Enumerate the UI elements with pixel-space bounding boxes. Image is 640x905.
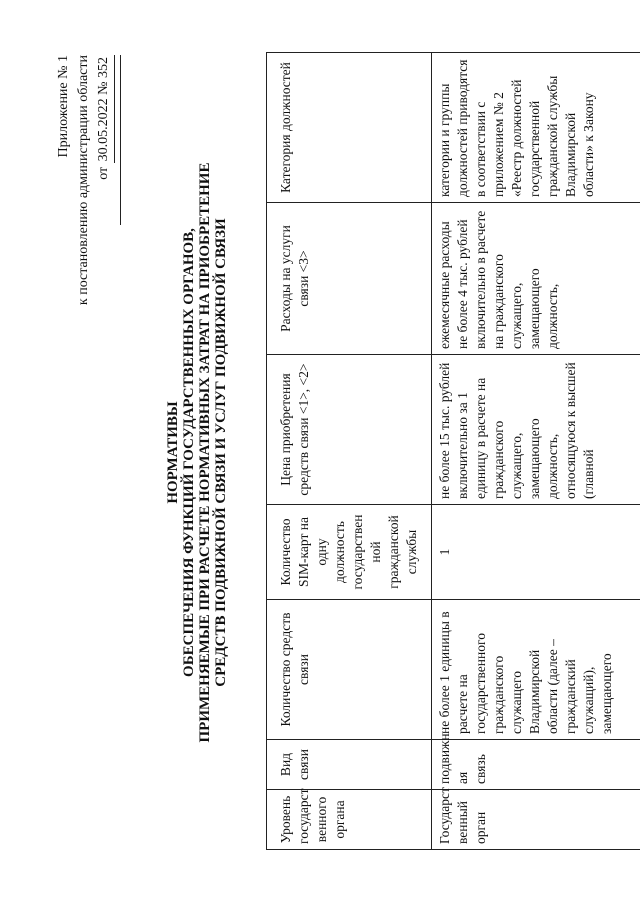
header-device-count: Количество средств связи <box>267 600 432 740</box>
title-line-4: СРЕДСТВ ПОДВИЖНОЙ СВЯЗИ И УСЛУГ ПОДВИЖНОЙ СВЯЗИ <box>213 218 229 687</box>
header-sim-count: Количество SIM-карт на одну должность государствен ной гражданской службы <box>267 505 432 600</box>
appendix-decree: к постановлению администрации области <box>76 55 91 306</box>
cell-service-cost: ежемесячные расходы не более 4 тыс. рублей включительно в расчете на гражданского служащего, замещающего должность, <box>432 203 640 355</box>
date-prefix: от <box>96 166 111 180</box>
cell-organ-level: Государст венный орган <box>432 790 640 850</box>
norms-table <box>266 52 640 850</box>
cell-position-category: категории и группы должностей приводятся в соответствии с приложением № 2 «Реестр должностей государственной гражданской службы Владимирской области» к Закону <box>432 53 640 203</box>
table-header-row <box>267 53 432 850</box>
table-row <box>432 53 640 850</box>
title-line-3: ПРИМЕНЯЕМЫЕ ПРИ РАСЧЕТЕ НОРМАТИВНЫХ ЗАТРАТ НА ПРИОБРЕТЕНИЕ <box>197 162 213 743</box>
header-device-price: Цена приобретения средств связи <1>, <2> <box>267 355 432 505</box>
header-connection-type: Вид связи <box>267 740 432 790</box>
header-organ-level: Уровень государст венного органа <box>267 790 432 850</box>
appendix-header <box>54 55 115 475</box>
header-service-cost: Расходы на услуги связи <3> <box>267 203 432 355</box>
title-line-1: НОРМАТИВЫ <box>165 401 181 504</box>
appendix-rule <box>120 55 121 225</box>
appendix-number: Приложение № 1 <box>56 55 71 158</box>
document-title <box>165 0 229 905</box>
cell-device-count: не более 1 единицы в расчете на государственного гражданского служащего Владимирской области (далее – гражданский служащий), замещающего <box>432 600 640 740</box>
cell-sim-count: 1 <box>432 505 640 600</box>
header-position-category: Категория должностей <box>267 53 432 203</box>
cell-connection-type: подвижн ая связь <box>432 740 640 790</box>
cell-device-price: не более 15 тыс. рублей включительно за 1 единицу в расчете на гражданского служащего, замещающего должность, относящуюся к высшей (главной <box>432 355 640 505</box>
date-value: 30.05.2022 № 352 <box>94 55 115 163</box>
title-line-2: ОБЕСПЕЧЕНИЯ ФУНКЦИЙ ГОСУДАРСТВЕННЫХ ОРГАНОВ, <box>181 228 197 677</box>
appendix-date <box>94 55 115 475</box>
